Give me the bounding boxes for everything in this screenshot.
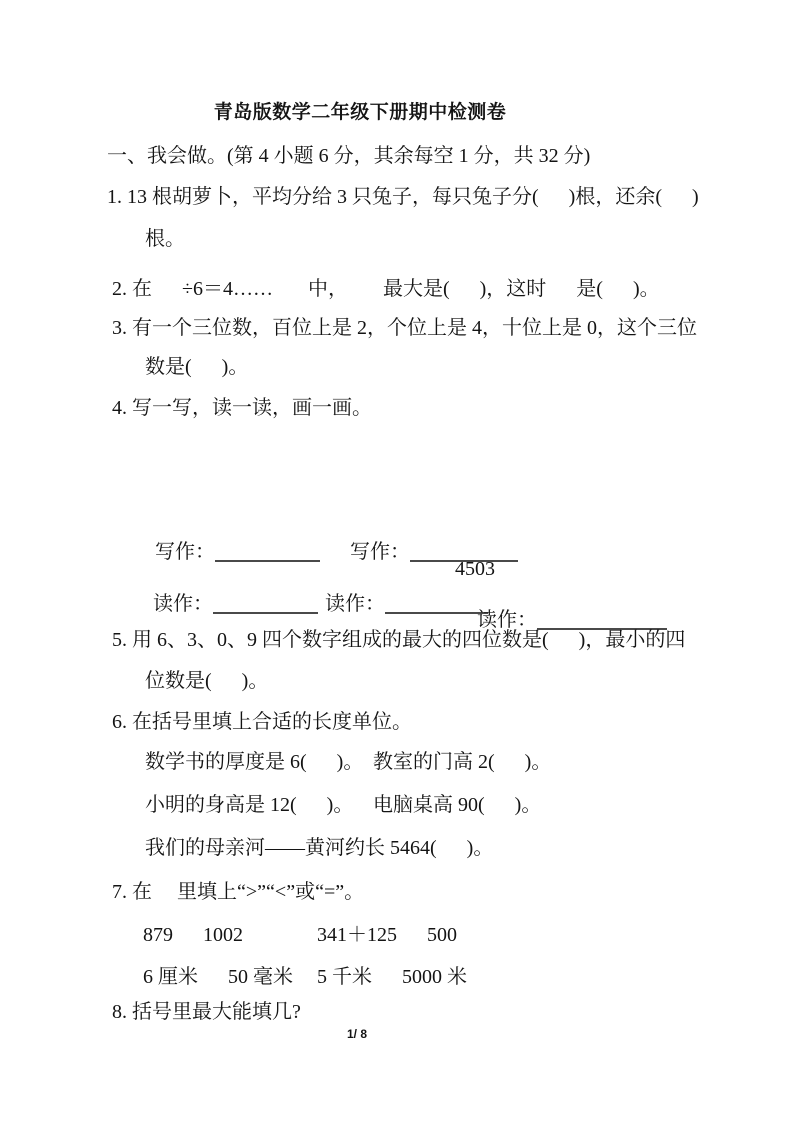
question-6-item-1-right: 教室的门高 2( )。: [373, 751, 552, 773]
question-5-line-2: 位数是( )。: [145, 670, 269, 692]
question-6-item-2-left: 小明的身高是 12( )。: [145, 794, 354, 816]
answer-blank: [537, 610, 667, 630]
read-as-right-label: 读作：: [477, 609, 537, 631]
read-as-left-label: 读作：: [153, 593, 213, 615]
read-as-mid-label: 读作：: [325, 593, 385, 615]
question-8-line-1: 8. 括号里最大能填几?: [112, 1001, 301, 1023]
question-4-line-1: 4. 写一写，读一读，画一画。: [112, 397, 372, 419]
question-7-row-2-right: 5 千米 5000 米: [317, 966, 467, 988]
question-6-item-1-left: 数学书的厚度是 6( )。: [145, 751, 364, 773]
write-as-left-label: 写作：: [155, 541, 215, 563]
question-7-row-1-left: 879 1002: [143, 924, 243, 946]
question-7-row-1-right: 341＋125 500: [317, 924, 457, 946]
question-6-item-3: 我们的母亲河——黄河约长 5464( )。: [145, 837, 494, 859]
question-7-line-1: 7. 在 里填上“>”“<”或“=”。: [112, 881, 365, 903]
answer-blank: [215, 542, 320, 562]
given-number: 4503: [455, 558, 495, 580]
page-number: 1/ 8: [347, 1027, 368, 1041]
question-1-line-1: 1. 13 根胡萝卜，平均分给 3 只兔子，每只兔子分( )根，还余( ): [107, 186, 699, 208]
question-1-line-2: 根。: [145, 228, 185, 250]
question-7-row-2-left: 6 厘米 50 毫米: [143, 966, 293, 988]
question-6-item-2-right: 电脑桌高 90( )。: [373, 794, 542, 816]
question-3-line-2: 数是( )。: [145, 356, 249, 378]
question-3-line-1: 3. 有一个三位数，百位上是 2，个位上是 4，十位上是 0，这个三位: [112, 317, 697, 339]
document-title: 青岛版数学二年级下册期中检测卷: [213, 102, 507, 123]
section-heading: 一、我会做。(第 4 小题 6 分，其余每空 1 分，共 32 分): [107, 145, 591, 167]
question-5-line-1: 5. 用 6、3、0、9 四个数字组成的最大的四位数是( )，最小的四: [112, 629, 686, 651]
question-2-line-1: 2. 在 ÷6＝4…… 中， 最大是( )，这时 是( )。: [112, 278, 660, 300]
answer-blank: [213, 594, 318, 614]
question-6-line-1: 6. 在括号里填上合适的长度单位。: [112, 711, 412, 733]
write-as-right-label: 写作：: [350, 541, 410, 563]
